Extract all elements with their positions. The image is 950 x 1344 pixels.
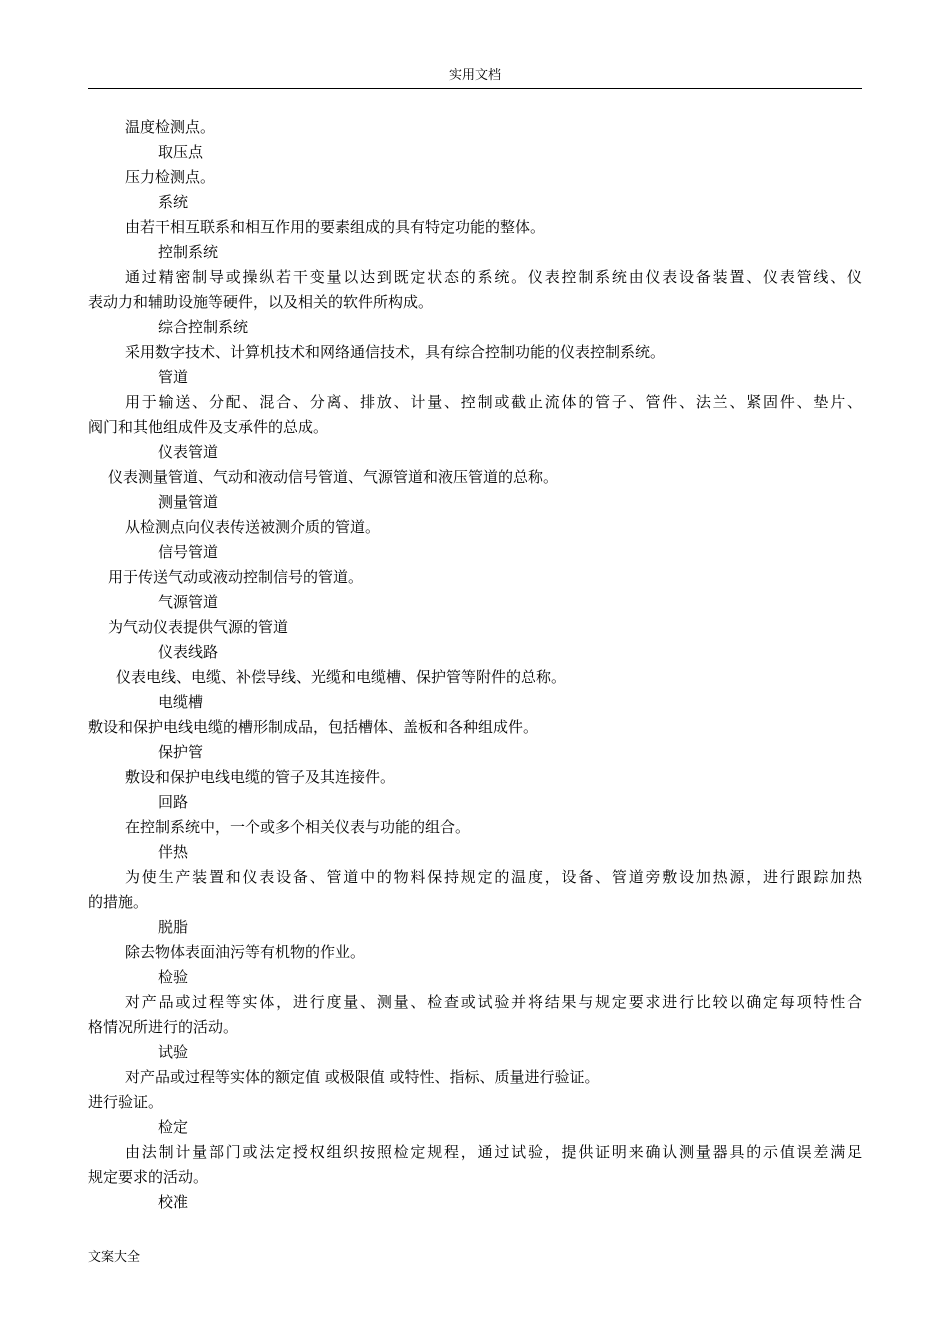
term-heading: 校准 bbox=[158, 1193, 189, 1211]
term-heading: 系统 bbox=[158, 193, 189, 211]
term-heading: 回路 bbox=[158, 793, 189, 811]
definition-line: 对产品或过程等实体的额定值 或极限值 或特性、指标、质量进行验证。 bbox=[125, 1068, 600, 1086]
term-heading: 测量管道 bbox=[158, 493, 219, 511]
definition-line: 压力检测点。 bbox=[125, 168, 216, 186]
definition-line: 由法制计量部门或法定授权组织按照检定规程，通过试验，提供证明来确认测量器具的示值误差满足 bbox=[125, 1143, 862, 1161]
definition-line: 由若干相互联系和相互作用的要素组成的具有特定功能的整体。 bbox=[125, 218, 546, 236]
definition-continuation: 规定要求的活动。 bbox=[88, 1168, 209, 1186]
document-body bbox=[88, 115, 862, 1215]
term-heading: 伴热 bbox=[158, 843, 189, 861]
term-heading: 保护管 bbox=[158, 743, 204, 761]
definition-line: 除去物体表面油污等有机物的作业。 bbox=[125, 943, 366, 961]
term-heading: 试验 bbox=[158, 1043, 189, 1061]
header-title: 实用文档 bbox=[448, 68, 501, 83]
term-heading: 仪表管道 bbox=[158, 443, 219, 461]
definition-line: 从检测点向仪表传送被测介质的管道。 bbox=[125, 518, 381, 536]
definition-line: 通过精密制导或操纵若干变量以达到既定状态的系统。仪表控制系统由仪表设备装置、仪表管线、仪 bbox=[125, 268, 862, 286]
definition-line: 为气动仪表提供气源的管道 bbox=[108, 618, 289, 636]
definition-continuation: 阀门和其他组成件及支承件的总成。 bbox=[88, 418, 329, 436]
definition-line: 在控制系统中，一个或多个相关仪表与功能的组合。 bbox=[125, 818, 471, 836]
term-heading: 取压点 bbox=[158, 143, 204, 161]
term-heading: 信号管道 bbox=[158, 543, 219, 561]
term-heading: 检定 bbox=[158, 1118, 189, 1136]
definition-line: 仪表测量管道、气动和液动信号管道、气源管道和液压管道的总称。 bbox=[108, 468, 559, 486]
term-heading: 气源管道 bbox=[158, 593, 219, 611]
definition-continuation: 格情况所进行的活动。 bbox=[88, 1018, 239, 1036]
definition-continuation: 表动力和辅助设施等硬件，以及相关的软件所构成。 bbox=[88, 293, 434, 311]
page-footer bbox=[88, 1249, 140, 1267]
definition-line: 采用数字技术、计算机技术和网络通信技术，具有综合控制功能的仪表控制系统。 bbox=[125, 343, 666, 361]
footer-text: 文案大全 bbox=[88, 1250, 141, 1265]
definition-line: 为使生产装置和仪表设备、管道中的物料保持规定的温度，设备、管道旁敷设加热源，进行跟踪加热 bbox=[125, 868, 862, 886]
definition-continuation: 的措施。 bbox=[88, 893, 149, 911]
term-heading: 脱脂 bbox=[158, 918, 189, 936]
term-heading: 仪表线路 bbox=[158, 643, 219, 661]
definition-continuation: 进行验证。 bbox=[88, 1093, 164, 1111]
definition-continuation: 敷设和保护电线电缆的槽形制成品，包括槽体、盖板和各种组成件。 bbox=[88, 718, 539, 736]
page-header bbox=[88, 66, 862, 89]
term-heading: 综合控制系统 bbox=[158, 318, 249, 336]
term-heading: 电缆槽 bbox=[158, 693, 204, 711]
definition-line: 用于传送气动或液动控制信号的管道。 bbox=[108, 568, 364, 586]
definition-line: 仪表电线、电缆、补偿导线、光缆和电缆槽、保护管等附件的总称。 bbox=[116, 668, 567, 686]
definition-line: 用于输送、分配、混合、分离、排放、计量、控制或截止流体的管子、管件、法兰、紧固件、垫片、 bbox=[125, 393, 862, 411]
definition-line: 对产品或过程等实体，进行度量、测量、检查或试验并将结果与规定要求进行比较以确定每项特性合 bbox=[125, 993, 862, 1011]
term-heading: 控制系统 bbox=[158, 243, 219, 261]
term-heading: 检验 bbox=[158, 968, 189, 986]
definition-line: 温度检测点。 bbox=[125, 118, 216, 136]
definition-line: 敷设和保护电线电缆的管子及其连接件。 bbox=[125, 768, 396, 786]
term-heading: 管道 bbox=[158, 368, 189, 386]
